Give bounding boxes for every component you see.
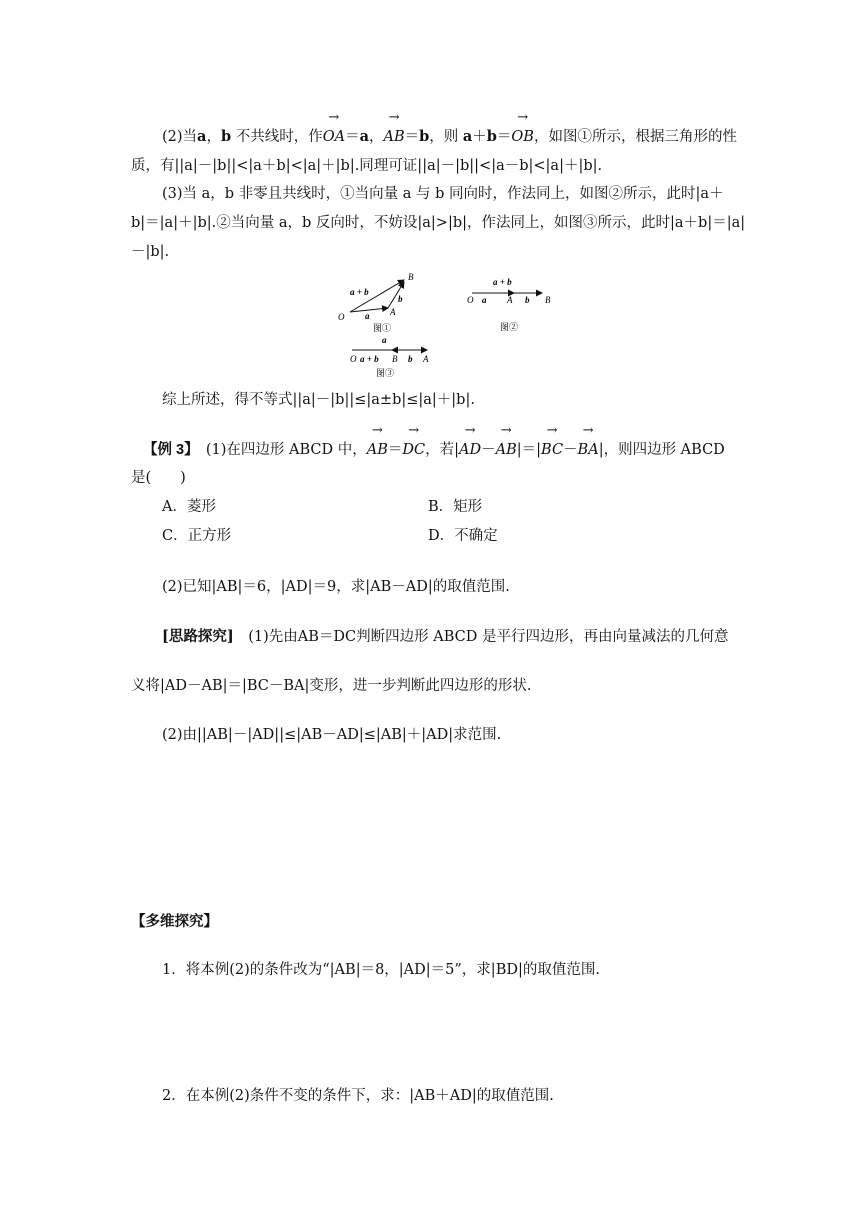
fig2-point-A: A	[507, 295, 513, 305]
fig1-label-a: a	[365, 311, 370, 321]
fig2-caption: 图②	[500, 322, 519, 332]
thinking-line2: 义将|AD－AB|＝|BC－BA|变形，进一步判断此四边形的形状.	[131, 678, 532, 694]
multi-question1: 1．将本例(2)的条件改为“|AB|＝8，|AD|＝5”，求|BD|的取值范围.	[162, 962, 600, 978]
fig1-point-A: A	[390, 307, 396, 317]
fig1-label-a-plus-b: a + b	[350, 287, 369, 297]
para3-line1: (3)当 a，b 非零且共线时，①当向量 a 与 b 同向时，作法同上，如图②所示，此时|a＋	[162, 186, 724, 202]
option-d[interactable]: D．不确定	[428, 528, 498, 544]
para3-line3: －|b|.	[131, 244, 170, 260]
thinking-label: [思路探究]	[162, 628, 234, 645]
multi-question2: 2．在本例(2)条件不变的条件下，求：|AB＋AD|的取值范围.	[162, 1088, 554, 1104]
thinking-line1: [思路探究] (1)先由AB＝DC判断四边形 ABCD 是平行四边形，再由向量减法的几何意	[162, 628, 729, 645]
figure-2	[467, 277, 551, 332]
fig1-point-O: O	[338, 312, 345, 322]
fig3-caption: 图③	[376, 368, 395, 378]
fig3-point-O: O	[350, 354, 357, 364]
option-c[interactable]: C．正方形	[162, 528, 232, 544]
figure-3	[350, 335, 429, 378]
fig3-label-b: b	[408, 354, 413, 364]
fig2-label-b: b	[525, 295, 530, 305]
example3-line2: 是( )	[131, 470, 186, 486]
para2-line2: 质，有||a|－|b||<|a＋b|<|a|＋|b|.同理可证||a|－|b||<|a－b|<|a|＋|b|.	[131, 158, 603, 174]
example3-label: 【例 3】	[143, 442, 192, 458]
option-b[interactable]: B．矩形	[428, 499, 483, 515]
para2-line1: (2)当a，b 不共线时，作→ OA＝a，→ AB＝b，则 a＋b＝→ OB，如图①所示，根据三角形的性	[162, 127, 737, 147]
fig3-point-B: B	[392, 354, 398, 364]
fig2-point-B: B	[545, 295, 551, 305]
example3-question2: (2)已知|AB|＝6，|AD|＝9，求|AB－AD|的取值范围.	[162, 579, 510, 595]
option-a[interactable]: A．菱形	[162, 499, 216, 515]
fig3-point-A: A	[423, 354, 429, 364]
fig1-label-b: b	[398, 294, 403, 304]
vector-figures	[330, 270, 610, 380]
fig2-label-a-plus-b: a + b	[493, 277, 512, 287]
para3-line2: b|＝|a|＋|b|.②当向量 a，b 反向时，不妨设|a|>|b|，作法同上，如图③所示，此时|a＋b|＝|a|	[131, 215, 746, 231]
summary-text: 综上所述，得不等式||a|－|b||≤|a±b|≤|a|＋|b|.	[162, 392, 475, 408]
multi-label: 【多维探究】	[131, 914, 218, 930]
fig2-label-a: a	[482, 295, 487, 305]
fig3-label-a: a	[382, 335, 387, 345]
thinking-line3: (2)由||AB|－|AD||≤|AB－AD|≤|AB|＋|AD|求范围.	[162, 727, 502, 743]
figure-1	[338, 272, 414, 333]
example3-line1: 【例 3】 (1)在四边形 ABCD 中，→ AB＝→ DC，若|→ AD－→ AB|＝|→ BC－→ BA|，则四边形 ABCD	[143, 440, 725, 460]
fig3-label-a-plus-b: a + b	[360, 354, 379, 364]
fig1-caption: 图①	[373, 323, 392, 333]
fig2-point-O: O	[467, 295, 474, 305]
fig1-point-B: B	[408, 272, 414, 282]
